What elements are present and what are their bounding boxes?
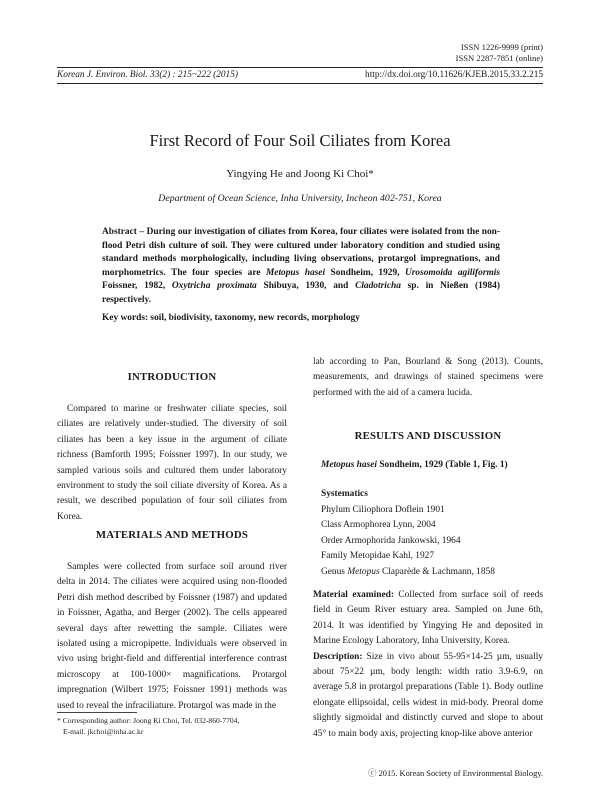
issn-online: ISSN 2287-7851 (online) <box>455 53 543 63</box>
intro-heading: INTRODUCTION <box>127 371 217 383</box>
systematics-line: Family Metopidae Kahl, 1927 <box>321 551 435 562</box>
results-heading: RESULTS AND DISCUSSION <box>354 430 502 442</box>
doi-link[interactable]: http://dx.doi.org/10.11626/KJEB.2015.33.2.215 <box>365 70 543 80</box>
species-name: Metopus hasei <box>321 460 377 470</box>
abstract-text: sp. in Nießen (1984) respectively. <box>102 281 500 305</box>
header-rule-bottom <box>57 83 543 84</box>
corresponding-author: * Corresponding author: Joong Ki Choi, Tel. 032-860-7704, <box>57 716 240 725</box>
methods-body <box>57 560 287 714</box>
methods-paragraph: Samples were collected from surface soil around river delta in 2014. The ciliates were acquired using non-flooded Petri dish method described by Foissner (1987) and updated in Foissner, Agatha, and Berger (2002). The cells appeared several days after rewetting the sample. Ciliates were isolated using a micropipette. Individuals were observed in vivo using bright-field and differential interference contrast microscopy at 100-1000× magnifications. Protargol impregnation (Wilbert 1975; Foissner 1991) methods was used to reveal the infraciliature. Protargol was made in the <box>57 562 287 711</box>
abstract-text: Foissner, 1982, <box>102 281 172 291</box>
species-heading <box>313 458 543 473</box>
intro-body <box>57 402 287 525</box>
species-name: Metopus hasei <box>265 267 326 278</box>
abstract: Abstract – During our investigation of ciliates from Korea, four ciliates were isolated from the non-flood Petri dish culture of soil. They were cultured under laboratory condition and studied using standard methods morphologically, including living observations, protargol impregnations, and morphometrics. The four species are Metopus hasei Sondheim, 1929, Urosomoida agiliformis Foissner, 1982, Oxytricha proximata Shibuya, 1930, and Cladotricha sp. in Nießen (1984) respectively. <box>102 227 501 305</box>
issn-print: ISSN 1226-9999 (print) <box>460 42 543 52</box>
material-label: Material examined: <box>313 590 394 600</box>
footnote <box>57 715 239 737</box>
paper-title: First Record of Four Soil Ciliates from Korea <box>149 131 451 150</box>
material-examined <box>313 588 543 742</box>
systematics-line: Order Armophorida Jankowski, 1964 <box>321 535 461 546</box>
material-text: Collected from surface soil of reeds field in Geum River estuary area. Sampled on June 6th, 2014. It was identified by Yingying He and deposited in Marine Ecology Laboratory, Inha University, Korea. <box>313 590 543 647</box>
abstract-text: During our investigation of ciliates from Korea, four ciliates were isolated from the non-flood Petri dish culture of soil. They were cultured under laboratory condition and studied using standard methods morphologically, including living observations, protargol impregnations, and morphometrics. The four species are <box>102 227 500 278</box>
systematics-line: Class Armophorea Lynn, 2004 <box>321 520 436 531</box>
intro-paragraph: Compared to marine or freshwater ciliate species, soil ciliates are relatively under-studied. The diversity of soil ciliates has been a key issue in the argument of ciliate richness (Bamforth 1995; Foissner 1997). In our study, we sampled various soils and cultured them under laboratory environment to study the soil ciliate diversity of Korea. As a result, we described population of four soil ciliates from Korea. <box>57 404 287 522</box>
email: E-mail. jkchoi@inha.ac.kr <box>63 727 144 736</box>
header-rule-top <box>57 67 543 68</box>
genus-authority: Claparède & Lachmann, 1858 <box>379 566 495 577</box>
methods-heading: MATERIALS AND METHODS <box>95 529 249 541</box>
running-header <box>57 70 543 80</box>
methods-paragraph-cont: lab according to Pan, Bourland & Song (2013). Counts, measurements, and drawings of stained specimens were performed with the aid of a camera lucida. <box>313 357 543 398</box>
species-authority: Sondheim, 1929 (Table 1, Fig. 1) <box>377 460 508 470</box>
keywords: Key words: soil, biodivisity, taxonomy, new records, morphology <box>102 313 360 323</box>
abstract-text: Sondheim, 1929, <box>325 267 405 278</box>
species-name: Oxytricha proximata <box>171 281 257 291</box>
description-text: Size in vivo about 55-95×14-25 µm, usually about 75×22 µm, body length: width ratio 3.9-6.9, on average 5.8 in protargol preparations (Table 1). Body outline elongate ellipsoidal, cells widest in mid-body. Preoral dome slightly sigmoidal and distinctly curved and slope to about 45° to main body axis, projecting knop-like above anterior <box>313 651 543 739</box>
issn-block <box>456 42 543 64</box>
copyright: ⓒ 2015. Korean Society of Environmental Biology. <box>368 769 543 778</box>
species-name: Cladotricha <box>355 281 401 291</box>
systematics-line: Phylum Ciliophora Doflein 1901 <box>321 504 445 515</box>
systematics-block <box>313 487 543 581</box>
footnote-rule <box>57 712 137 713</box>
methods-continued <box>313 355 543 401</box>
journal-citation: Korean J. Environ. Biol. 33(2) : 215~222 (2015) <box>57 70 238 80</box>
description-label: Description: <box>313 651 363 662</box>
affiliation: Department of Ocean Science, Inha University, Incheon 402-751, Korea <box>158 193 442 204</box>
abstract-text: Shibuya, 1930, and <box>256 281 356 291</box>
genus-name: Metopus <box>347 566 380 577</box>
species-name: Urosomoida agiliformis <box>404 267 501 278</box>
authors: Yingying He and Joong Ki Choi* <box>226 168 374 180</box>
genus-prefix: Genus <box>321 566 348 577</box>
abstract-label: Abstract <box>102 227 137 237</box>
systematics-label: Systematics <box>321 489 368 499</box>
genus-line <box>321 565 543 581</box>
